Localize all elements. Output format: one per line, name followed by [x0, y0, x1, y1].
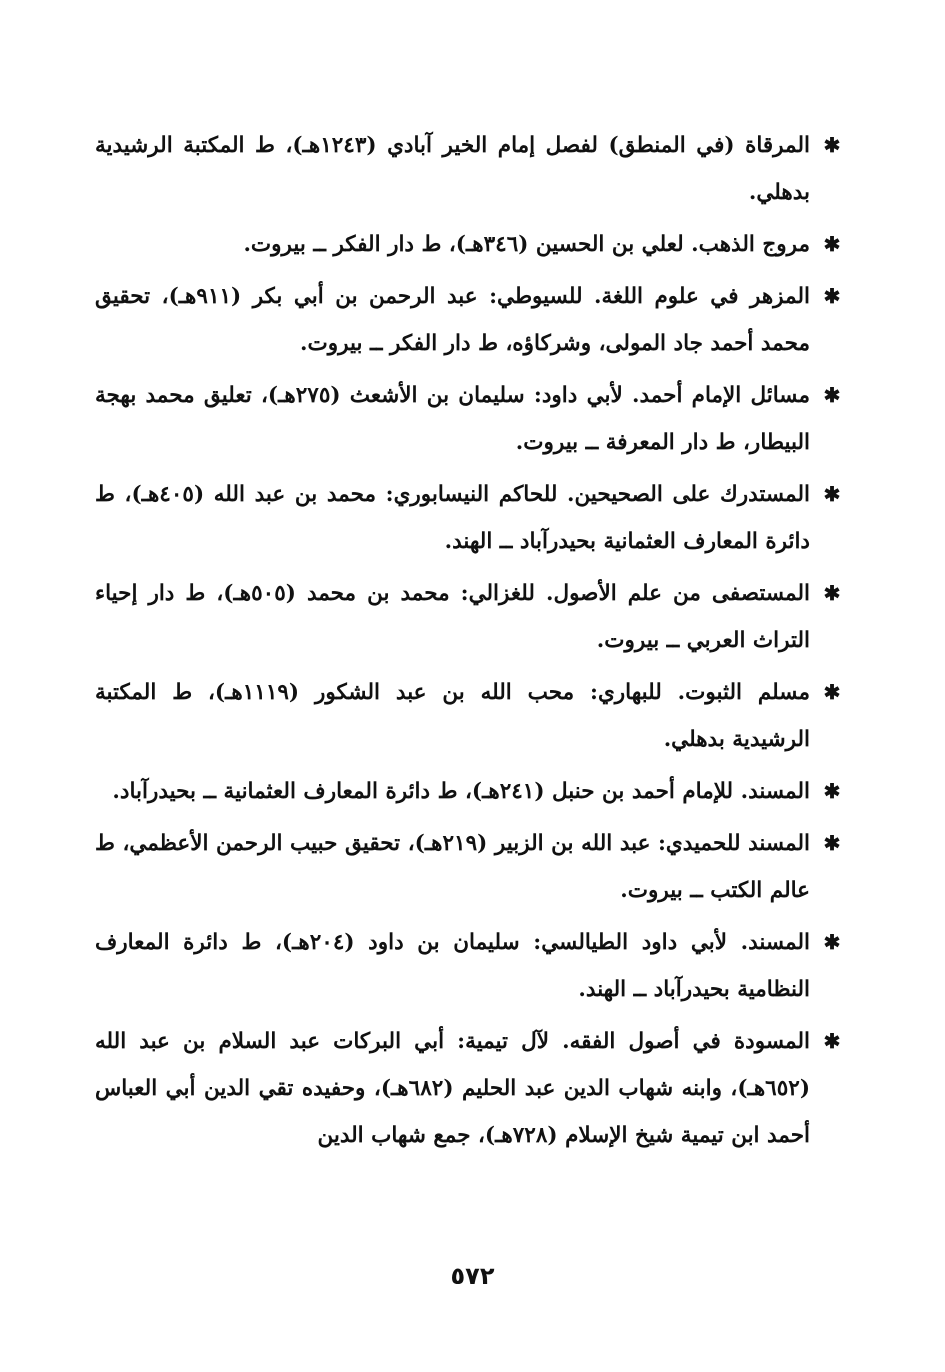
asterisk-bullet-icon: ✱ — [823, 482, 841, 506]
asterisk-bullet-icon: ✱ — [823, 779, 841, 803]
entry-text: مسلم الثبوت. للبهاري: محب الله بن عبد الشكور (١١١٩هـ)، ط المكتبة الرشيدية بدهلي. — [95, 680, 811, 752]
asterisk-bullet-icon: ✱ — [823, 680, 841, 704]
asterisk-bullet-icon: ✱ — [823, 232, 841, 256]
entry-text: المسند. للإمام أحمد بن حنبل (٢٤١هـ)، ط دائرة المعارف العثمانية ــ بحيدرآباد. — [112, 779, 810, 804]
asterisk-bullet-icon: ✱ — [823, 284, 841, 308]
entry-text: المسند للحميدي: عبد الله بن الزبير (٢١٩هـ)، تحقيق حبيب الرحمن الأعظمي، ط عالم الكتب ــ بيروت. — [95, 831, 810, 903]
bibliography-entry — [95, 1018, 845, 1159]
entry-text: مسائل الإمام أحمد. لأبي داود: سليمان بن الأشعث (٢٧٥هـ)، تعليق محمد بهجة البيطار، ط دار المعرفة ــ بيروت. — [95, 383, 810, 455]
entry-text: المرقاة (في المنطق) لفصل إمام الخير آبادي (١٢٤٣هـ)، ط المكتبة الرشيدية بدهلي. — [95, 133, 810, 205]
page-number: ٥٧٢ — [450, 1262, 495, 1290]
asterisk-bullet-icon: ✱ — [823, 1029, 841, 1053]
asterisk-bullet-icon: ✱ — [823, 831, 841, 855]
entry-text: المستصفى من علم الأصول. للغزالي: محمد بن محمد (٥٠٥هـ)، ط دار إحياء التراث العربي ــ بيروت. — [95, 581, 810, 653]
bibliography-entry — [95, 221, 845, 268]
bibliography-list — [95, 122, 845, 1164]
bibliography-entry — [95, 919, 845, 1013]
bibliography-entry — [95, 669, 845, 763]
bibliography-entry — [95, 820, 845, 914]
bibliography-entry — [95, 273, 845, 367]
entry-text: المستدرك على الصحيحين. للحاكم النيسابوري: محمد بن عبد الله (٤٠٥هـ)، ط دائرة المعارف العثمانية بحيدرآباد ــ الهند. — [95, 482, 810, 554]
bibliography-entry — [95, 372, 845, 466]
asterisk-bullet-icon: ✱ — [823, 133, 841, 157]
bibliography-entry — [95, 570, 845, 664]
asterisk-bullet-icon: ✱ — [823, 581, 841, 605]
asterisk-bullet-icon: ✱ — [823, 383, 841, 407]
entry-text: المسودة في أصول الفقه. لآل تيمية: أبي البركات عبد السلام بن عبد الله (٦٥٢هـ)، وابنه شهاب الدين عبد الحليم (٦٨٢هـ)، وحفيده تقي الدين أبي العباس أحمد ابن تيمية شيخ الإسلام (٧٢٨هـ)، جمع شهاب الدين — [95, 1029, 811, 1148]
entry-text: مروج الذهب. لعلي بن الحسين (٣٤٦هـ)، ط دار الفكر ــ بيروت. — [243, 232, 810, 257]
bibliography-entry — [95, 768, 845, 815]
entry-text: المزهر في علوم اللغة. للسيوطي: عبد الرحمن بن أبي بكر (٩١١هـ)، تحقيق محمد أحمد جاد المولى، وشركاؤه، ط دار الفكر ــ بيروت. — [95, 284, 810, 356]
asterisk-bullet-icon: ✱ — [823, 930, 841, 954]
entry-text: المسند. لأبي داود الطيالسي: سليمان بن داود (٢٠٤هـ)، ط دائرة المعارف النظامية بحيدرآباد ــ الهند. — [95, 930, 810, 1002]
bibliography-entry — [95, 471, 845, 565]
bibliography-entry — [95, 122, 845, 216]
